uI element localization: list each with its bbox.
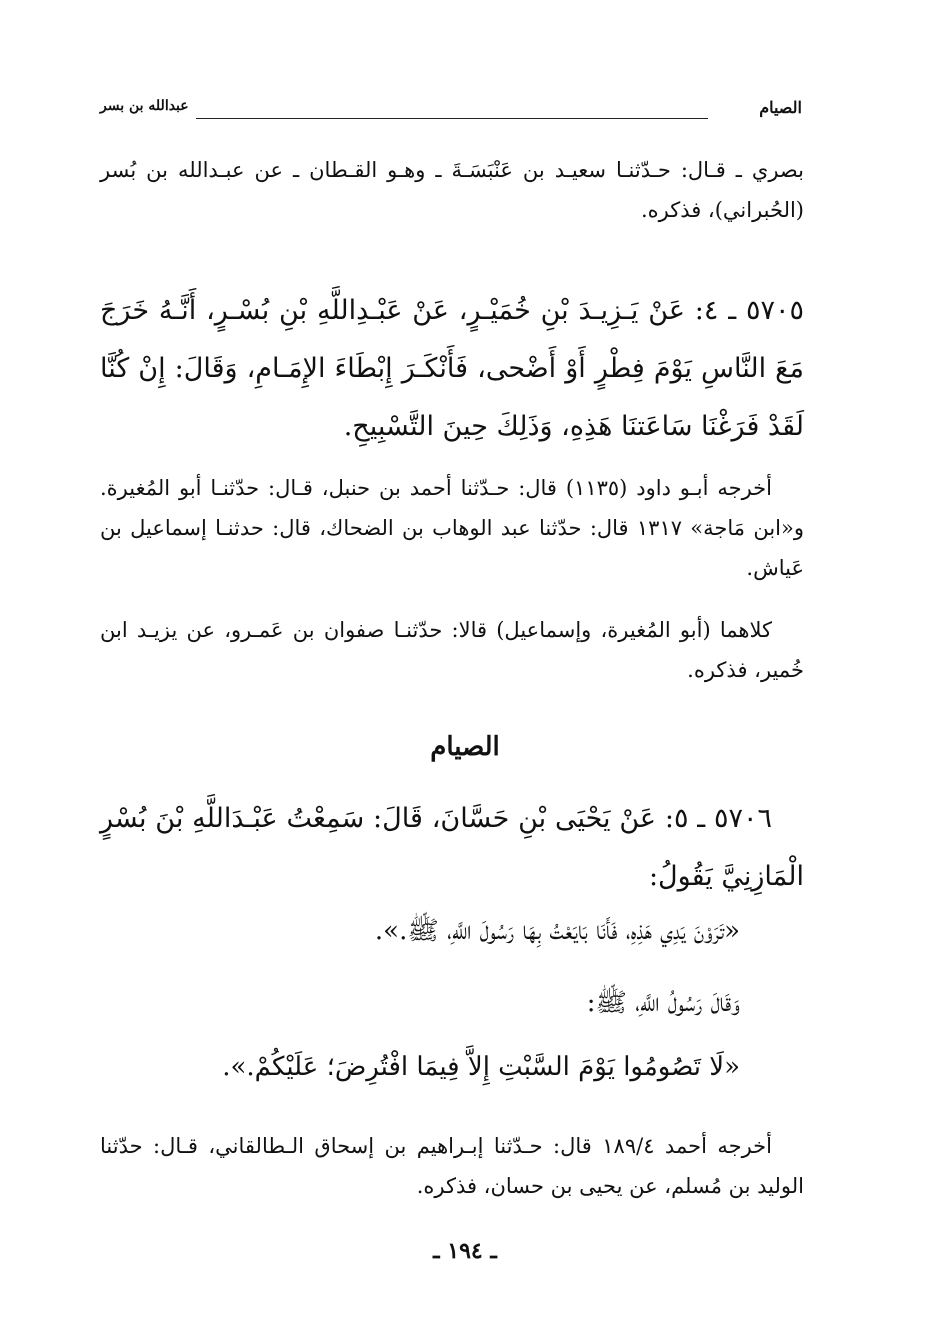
- continuation-paragraph: بصري ـ قـال: حـدّثنـا سعيـد بن عَنْبَسَـةَ ـ وهـو القـطان ـ عن عبـدالله بن بُسر (الحُبراني)، فذكره.: [100, 158, 804, 222]
- header-author-name: عبدالله بن بسر: [100, 98, 189, 114]
- header-rule: [196, 118, 708, 119]
- hadith-5705-text: ٥٧٠٥ ـ ٤: عَنْ يَـزِيـدَ بْنِ خُمَيْـرٍ، عَنْ عَبْـدِاللَّهِ بْنِ بُسْـرٍ، أَنَّـهُ خَرَجَ مَعَ النَّاسِ يَوْمَ فِطْرٍ أَوْ أَضْحى، فَأَنْكَـرَ إِبْطَاءَ الإِمَـامِ، وَقَالَ: إِنْ كُنَّا لَقَدْ فَرَغْنَا سَاعَتنَا هَذِهِ، وَذَلِكَ حِينَ التَّسْبِيحِ.: [100, 295, 804, 442]
- section-heading: الصيام: [430, 732, 500, 762]
- takhrij-paragraph-3: أخرجه أحمد ١٨٩/٤ قال: حـدّثنا إبـراهيم بن إسحاق الـطالقاني، قـال: حدّثنا الوليد بن مُسلم، عن يحيى بن حسان، فذكره.: [100, 1134, 804, 1198]
- hadith-quote-2: وَقَالَ رَسُولُ اللَّهِ، ﷺ:: [586, 988, 740, 1018]
- page-number: ـ ١٩٤ ـ: [433, 1238, 497, 1264]
- hadith-5706-text: ٥٧٠٦ ـ ٥: عَنْ يَحْيَى بْنِ حَسَّانَ، قَالَ: سَمِعْتُ عَبْـدَاللَّهِ بْنَ بُسْرٍ الْمَازِنِيَّ يَقُولُ:: [100, 803, 804, 892]
- header-chapter-title: الصيام: [759, 98, 802, 117]
- hadith-quote-3: «لَا تَصُومُوا يَوْمَ السَّبْتِ إِلاَّ فِيمَا افْتُرِضَ؛ عَلَيْكُمْ.».: [222, 1052, 740, 1082]
- takhrij-paragraph-2: كلاهما (أبو المُغيرة، وإسماعيل) قالا: حدّثنـا صفوان بن عَمـرو، عن يزيـد ابن خُمير، فذكره.: [100, 618, 804, 682]
- running-header: [100, 98, 802, 128]
- hadith-quote-1: «تَرَوْنَ يَدِي هَذِهِ، فَأَنَا بَايَعْتُ بِهَا رَسُولَ اللَّهِ، ﷺ.».: [374, 916, 740, 946]
- takhrij-paragraph-1: أخرجه أبـو داود (١١٣٥) قال: حـدّثنا أحمد بن حنبل، قـال: حدّثنـا أبو المُغيرة. و«ابن مَاجة» ١٣١٧ قال: حدّثنا عبد الوهاب بن الضحاك، قال: حدثنـا إسماعيل بن عَياش.: [100, 476, 804, 580]
